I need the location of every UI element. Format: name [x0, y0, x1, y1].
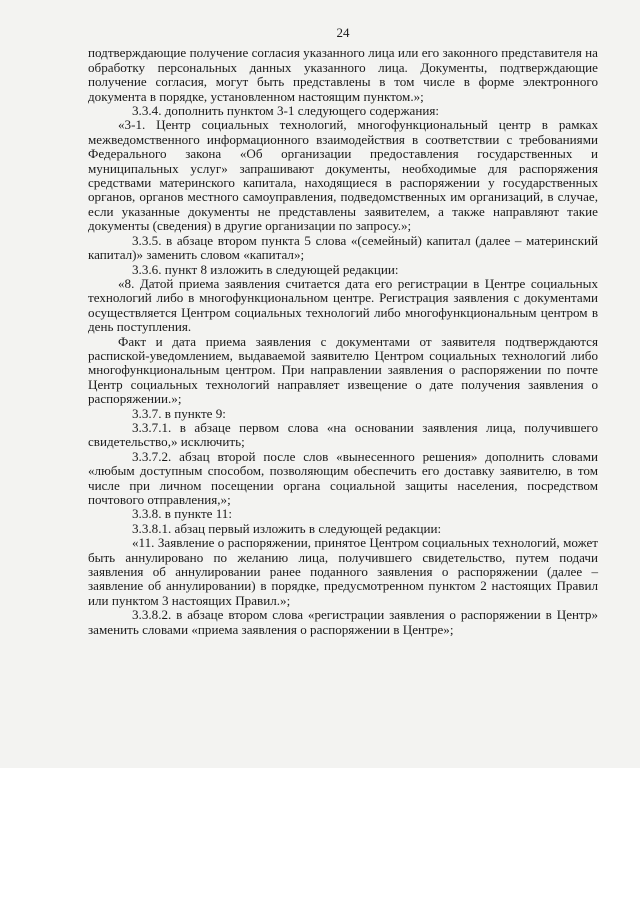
paragraph: 3.3.8. в пункте 11: [132, 506, 232, 522]
paragraph: «8. Датой приема заявления считается дата его регистрации в Центре социальных технологий либо в многофункциональном центре. Регистрация заявления с документами осуществляется Центром социальных технологий либо многофункциональным центром в день поступления. [88, 275, 598, 335]
paragraph: 3.3.6. пункт 8 изложить в следующей редакции: [132, 261, 399, 277]
paragraph: 3.3.5. в абзаце втором пункта 5 слова «(семейный) капитал (далее – материнский капитал)» заменить словом «капитал»; [88, 232, 598, 263]
paragraph: 3.3.8.2. в абзаце втором слова «регистрации заявления о распоряжении в Центр» заменить словами «приема заявления о распоряжении в Центре»; [88, 607, 598, 637]
paragraph: Факт и дата приема заявления с документами от заявителя подтверждаются распиской-уведомлением, выдаваемой заявителю Центром социальных технологий либо многофункциональным центром. При направлении заявления о распоряжении по почте Центр социальных технологий направляет извещение о дате получения заявления о распоряжении.»; [88, 333, 598, 407]
document-page [88, 26, 598, 637]
paragraph: 3.3.7.1. в абзаце первом слова «на основании заявления лица, получившего свидетельство,» исключить; [88, 419, 598, 450]
paragraph: «11. Заявление о распоряжении, принятое Центром социальных технологий, может быть аннулировано по желанию лица, получившего свидетельство, путем подачи заявления об аннулировании ранее поданного заявления о распоряжении (далее – заявление об аннулировании) в порядке, предусмотренном пунктом 2 настоящих Правил или пунктом 3 настоящих Правил.»; [88, 535, 598, 608]
paragraph: 3.3.4. дополнить пунктом 3-1 следующего содержания: [132, 103, 439, 119]
paragraph: «3-1. Центр социальных технологий, многофункциональный центр в рамках межведомственного информационного взаимодействия в соответствии с требованиями Федерального закона «Об организации предоставления государственных и муниципальных услуг» запрашивают документы, необходимые для распоряжения средствами материнского капитала, находящиеся в распоряжении у государственных органов, органов местного самоуправления, подведомственных им организаций, в случае, если указанные документы не представлены заявителем, а также направляют такие документы (сведения) в другие организации по запросу.»; [88, 117, 598, 234]
paragraph: 3.3.7. в пункте 9: [132, 405, 226, 421]
paragraph: 3.3.8.1. абзац первый изложить в следующей редакции: [132, 520, 442, 536]
paragraph: подтверждающие получение согласия указанного лица или его законного представителя на обработку персональных данных указанного лица. Документы, подтверждающие получение согласия, могут быть представлены в том числе в форме электронного документа в порядке, установленном настоящим пунктом.»; [88, 45, 598, 104]
document-body [88, 46, 598, 637]
paragraph: 3.3.7.2. абзац второй после слов «вынесенного решения» дополнить словами «любым доступным способом, позволяющим обеспечить его доставку заявителю, в том числе при личном посещении органа социальной защиты населения, посредством почтового отправления,»; [88, 448, 598, 507]
page-number: 24 [336, 25, 350, 40]
